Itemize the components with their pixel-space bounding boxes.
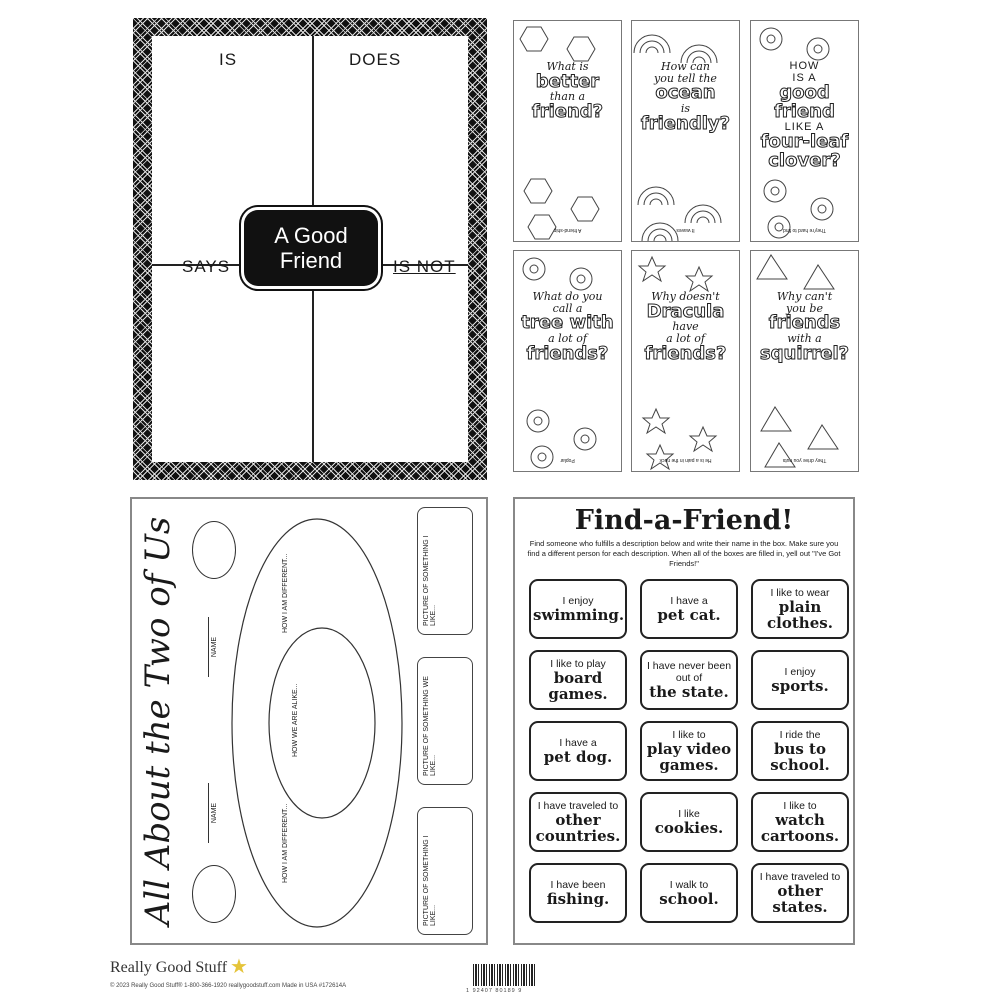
friend-box-prompt: I ride the bbox=[779, 729, 821, 741]
friend-box-prompt: I like to wear bbox=[770, 587, 830, 599]
bookmark-text-line: you tell the bbox=[654, 71, 717, 85]
friend-box bbox=[529, 863, 627, 923]
bookmark-text-line: Dracula bbox=[646, 300, 725, 322]
friend-box bbox=[751, 650, 849, 710]
find-a-friend-sheet bbox=[513, 497, 855, 945]
friend-box-prompt: I have never been out of bbox=[646, 660, 732, 684]
barcode bbox=[473, 964, 535, 986]
friend-box-emphasis: bus to school. bbox=[770, 740, 830, 774]
center-badge bbox=[244, 210, 378, 286]
friend-box-prompt: I like to bbox=[783, 800, 817, 812]
friend-box-prompt: I have been bbox=[550, 879, 606, 891]
friend-box-emphasis: other countries. bbox=[535, 811, 621, 845]
label-says: SAYS bbox=[182, 257, 231, 276]
barcode-number: 1 92407 80189 9 bbox=[466, 988, 523, 994]
bookmark-answer: He is a pain in the neck bbox=[659, 457, 712, 463]
bookmark-clovers bbox=[750, 20, 859, 242]
friend-box bbox=[640, 792, 738, 852]
instructions: Find someone who fulfills a description below and write their name in the box. Make sure you find a different person for each description. When all of the boxes are filled in, yell out "I've Got Friends!" bbox=[527, 539, 841, 568]
bookmark-text-line: four-leaf bbox=[760, 131, 849, 153]
brand-logo-row bbox=[110, 956, 248, 978]
friend-box-prompt: I enjoy bbox=[562, 595, 594, 607]
bookmark-text-line: a lot of bbox=[548, 331, 587, 345]
friend-box-emphasis: cookies. bbox=[654, 819, 724, 837]
friend-box bbox=[751, 579, 849, 639]
bookmark-text-line: HOW bbox=[789, 60, 820, 72]
friend-box bbox=[751, 721, 849, 781]
name-line-2: NAME bbox=[208, 617, 218, 677]
friend-box-emphasis: play video games. bbox=[646, 740, 732, 774]
bookmark-arches bbox=[631, 20, 740, 242]
bookmark-text-line: friends bbox=[768, 312, 841, 334]
bookmark-text-line: you be bbox=[786, 301, 823, 315]
bookmark-text-line: than a bbox=[549, 90, 586, 104]
friend-box bbox=[640, 721, 738, 781]
bookmark-text-line: IS A bbox=[792, 71, 817, 84]
friend-box-prompt: I walk to bbox=[669, 879, 709, 891]
friend-box bbox=[640, 863, 738, 923]
friend-box bbox=[529, 579, 627, 639]
bookmark-stars bbox=[631, 250, 740, 472]
star-icon: ★ bbox=[230, 956, 248, 978]
bookmark-text-line: tree with bbox=[521, 312, 614, 334]
good-friend-chart-sheet bbox=[133, 18, 487, 480]
bookmark-answer: They drive you nuts bbox=[782, 457, 827, 463]
friend-box bbox=[640, 579, 738, 639]
friend-box-emphasis: watch cartoons. bbox=[760, 811, 840, 845]
friend-box-prompt: I enjoy bbox=[784, 666, 816, 678]
friend-box-emphasis: school. bbox=[659, 890, 719, 908]
friend-box-prompt: I have traveled to bbox=[759, 871, 841, 883]
friend-box bbox=[751, 792, 849, 852]
picture-box-i-like-1: PICTURE OF SOMETHING I LIKE... bbox=[417, 807, 473, 935]
bookmark-text-line: friends? bbox=[644, 342, 727, 364]
hexagons-pattern bbox=[514, 21, 622, 242]
bookmark-answer: It waves bbox=[676, 227, 695, 233]
bookmark-text-line: How can bbox=[661, 60, 710, 73]
picture-box-we-like: PICTURE OF SOMETHING WE LIKE... bbox=[417, 657, 473, 785]
bookmark-text-line: is bbox=[680, 101, 691, 115]
bookmark-text-line: Why doesn't bbox=[651, 290, 720, 303]
friend-box-emphasis: sports. bbox=[771, 677, 829, 695]
bookmark-text-line: with a bbox=[787, 331, 822, 345]
friend-box bbox=[529, 650, 627, 710]
friend-box-prompt: I like bbox=[678, 808, 700, 820]
friend-box-prompt: I like to play bbox=[550, 658, 606, 670]
bookmark-answer: A friend-ship bbox=[553, 227, 582, 233]
bookmark-triangles bbox=[750, 250, 859, 472]
friend-grid bbox=[529, 579, 849, 923]
brand-logo: Really Good Stuff bbox=[110, 959, 228, 976]
bookmark-text-line: ocean bbox=[655, 82, 716, 104]
bookmark-text-line: friend? bbox=[531, 100, 604, 122]
sheet-title: Find-a-Friend! bbox=[574, 505, 794, 536]
sheet-title: All About the Two of Us bbox=[138, 516, 178, 926]
friend-box-prompt: I have a bbox=[670, 595, 708, 607]
bookmark-text-line: squirrel? bbox=[759, 342, 850, 364]
friend-box-emphasis: pet dog. bbox=[543, 748, 613, 766]
friend-box bbox=[640, 650, 738, 710]
friend-box-emphasis: swimming. bbox=[533, 606, 625, 624]
different-label-2: HOW I AM DIFFERENT... bbox=[282, 553, 289, 633]
chart-area bbox=[152, 36, 468, 462]
friend-box-emphasis: plain clothes. bbox=[767, 598, 833, 632]
picture-box-i-like-2: PICTURE OF SOMETHING I LIKE... bbox=[417, 507, 473, 635]
bookmark-answer: Poplar bbox=[560, 457, 575, 463]
label-is-not: IS NOT bbox=[393, 257, 456, 276]
two-of-us-sheet bbox=[130, 497, 488, 945]
bookmark-text-line: have bbox=[672, 320, 699, 334]
bookmark-text-line: friendly? bbox=[640, 112, 731, 134]
alike-label: HOW WE ARE ALIKE... bbox=[292, 683, 299, 757]
bookmark-text-line: What do you bbox=[532, 290, 603, 303]
bookmark-text-line: call a bbox=[552, 301, 583, 315]
bookmark-text-line: better bbox=[535, 70, 600, 92]
friend-box-emphasis: pet cat. bbox=[657, 606, 721, 624]
label-does: DOES bbox=[349, 50, 402, 69]
badge-line-1: A Good bbox=[274, 223, 348, 248]
name-line-1: NAME bbox=[208, 783, 218, 843]
bookmark-text-line: LIKE A bbox=[784, 120, 825, 133]
bookmark-text-line: clover? bbox=[768, 150, 841, 172]
bookmark-flowers bbox=[513, 250, 622, 472]
bookmark-answer: They're hard to find bbox=[783, 227, 826, 233]
bookmark-text-line: friend bbox=[774, 100, 835, 122]
bookmark-text-line: a lot of bbox=[666, 331, 705, 345]
bookmark-text-line: What is bbox=[546, 60, 589, 73]
bookmark-text-line: Why can't bbox=[776, 290, 833, 303]
different-label-1: HOW I AM DIFFERENT... bbox=[282, 803, 289, 883]
friend-box-emphasis: fishing. bbox=[546, 890, 610, 908]
friend-box-emphasis: board games. bbox=[548, 669, 608, 703]
bookmark-text-line: good bbox=[779, 82, 830, 104]
label-is: IS bbox=[219, 50, 238, 69]
friend-box-prompt: I like to bbox=[672, 729, 706, 741]
friend-box bbox=[529, 792, 627, 852]
bookmark-text-line: friends? bbox=[526, 342, 609, 364]
copyright-text: © 2023 Really Good Stuff® 1-800-366-1920 reallygoodstuff.com Made in USA #172614A bbox=[110, 983, 347, 989]
friend-box-emphasis: the state. bbox=[649, 683, 729, 701]
friend-box-emphasis: other states. bbox=[772, 882, 828, 916]
friend-box bbox=[751, 863, 849, 923]
bookmark-hexagons bbox=[513, 20, 622, 242]
badge-line-2: Friend bbox=[279, 248, 343, 273]
friend-box-prompt: I have a bbox=[559, 737, 597, 749]
friend-box-prompt: I have traveled to bbox=[537, 800, 619, 812]
friend-box bbox=[529, 721, 627, 781]
